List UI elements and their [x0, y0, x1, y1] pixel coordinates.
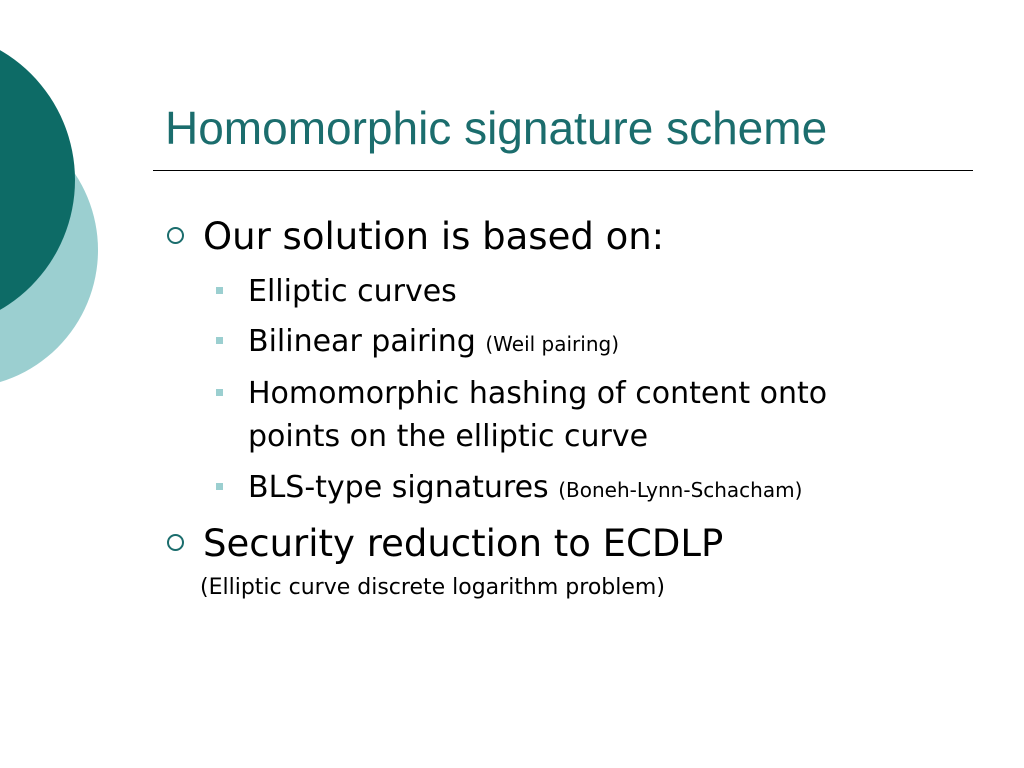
- bullet-solution-basis: [203, 215, 664, 259]
- ecdlp-definition-note: (Elliptic curve discrete logarithm problem): [200, 575, 665, 600]
- sub-bullet-text: BLS-type signatures: [248, 470, 549, 505]
- sub-bullet-elliptic-curves: [248, 270, 457, 313]
- sub-bullet-continuation: points on the elliptic curve: [248, 419, 649, 454]
- bullet-security-reduction: [203, 522, 723, 566]
- sub-bullet-note: (Boneh-Lynn-Schacham): [558, 478, 803, 502]
- square-bullet-icon: [216, 389, 223, 396]
- sub-bullet-homomorphic-hashing: [248, 372, 827, 458]
- circle-bullet-icon: [167, 534, 184, 551]
- sub-bullet-text: Elliptic curves: [248, 274, 457, 309]
- square-bullet-icon: [216, 287, 223, 294]
- sub-bullet-note: (Weil pairing): [485, 332, 620, 356]
- square-bullet-icon: [216, 483, 223, 490]
- decorative-circles: [0, 0, 110, 410]
- sub-bullet-text: Homomorphic hashing of content onto: [248, 376, 828, 411]
- square-bullet-icon: [216, 337, 223, 344]
- slide-title: Homomorphic signature scheme: [165, 102, 828, 154]
- bullet-text: Our solution is based on:: [203, 215, 665, 258]
- sub-bullet-text: Bilinear pairing: [248, 324, 476, 359]
- circle-bullet-icon: [167, 227, 184, 244]
- sub-bullet-bls-signatures: [248, 466, 802, 512]
- title-divider: [153, 170, 973, 171]
- sub-bullet-bilinear-pairing: [248, 320, 619, 366]
- bullet-text: Security reduction to ECDLP: [203, 522, 724, 565]
